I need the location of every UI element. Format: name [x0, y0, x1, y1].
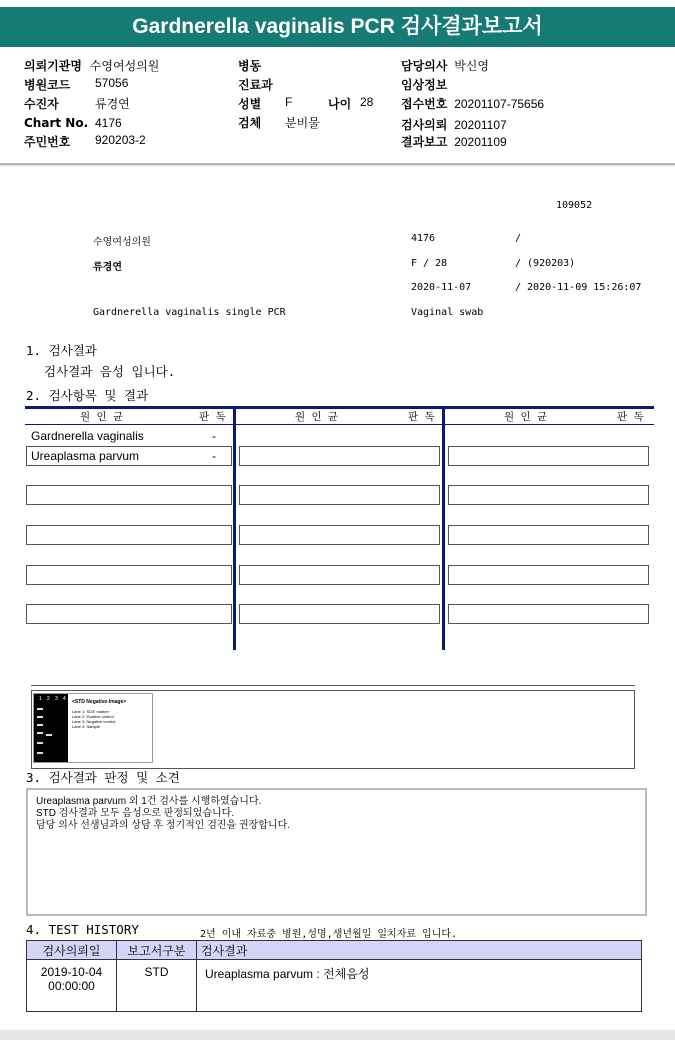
body-specimen: Vaginal swab [411, 307, 484, 318]
body-chart-no: 4176 [411, 233, 436, 244]
empty-result-cell [239, 604, 440, 624]
section3-title: 3. 검사결과 판정 및 소견 [26, 770, 180, 785]
report-date-row [401, 133, 507, 150]
gel-title: <STD Negative-Image> [72, 699, 127, 705]
empty-result-cell [448, 565, 649, 585]
sex-row [238, 95, 374, 112]
history-type: STD [117, 960, 197, 1012]
body-sex-age: F / 28 [411, 258, 448, 269]
pathogen-result: - [212, 429, 216, 443]
gel-legend-item: Lane 4: Sample [72, 724, 101, 729]
age-value: 28 [360, 95, 374, 109]
body-institution: 수영여성의원 [93, 237, 151, 248]
gel-band [37, 752, 43, 754]
empty-result-cell [239, 446, 440, 466]
ward-row [238, 57, 261, 74]
history-note: 2년 이내 자료중 병원,성명,생년월일 일치자료 입니다. [200, 929, 458, 940]
gel-legend [72, 700, 126, 729]
body-collect-date: 2020-11-07 [411, 282, 472, 293]
table-row [27, 960, 642, 1012]
request-date-value: 20201107 [454, 118, 507, 132]
chart-no-label: Chart No. [24, 116, 89, 130]
chart-no-row [24, 116, 122, 130]
empty-result-cell [26, 485, 232, 505]
receipt-no-label: 접수번호 [401, 97, 448, 111]
empty-result-cell [448, 446, 649, 466]
col-pathogen-header: 원 인 균 [504, 411, 548, 423]
gel-legend-item: Lane 2: Positive control [72, 714, 114, 719]
patient-label: 수진자 [24, 97, 59, 111]
gel-band [37, 716, 43, 718]
request-date-label: 검사의뢰 [401, 118, 448, 132]
section4-title: 4. TEST HISTORY [26, 922, 139, 937]
gel-legend-item: Lane 3: Negative control [72, 719, 116, 724]
department-row [238, 76, 273, 93]
gel-lane-number: 2 [47, 696, 50, 702]
doctor-value: 박신영 [454, 59, 489, 73]
page-bottom-strip [0, 1030, 675, 1040]
gel-electrophoresis-image [33, 693, 153, 763]
institution-value: 수영여성의원 [89, 59, 160, 73]
history-date: 2019-10-04 [40, 965, 103, 979]
specimen-label: 검체 [238, 116, 262, 130]
empty-result-cell [448, 525, 649, 545]
hospital-code-label: 병원코드 [24, 78, 71, 92]
body-slash: / [515, 233, 522, 244]
empty-result-cell [239, 565, 440, 585]
gel-legend-item: Lane 1: SIZE marker [72, 709, 109, 714]
body-resident: / (920203) [515, 258, 576, 269]
report-date-value: 20201109 [454, 135, 507, 149]
history-time: 00:00:00 [48, 979, 95, 993]
doctor-label: 담당의사 [401, 59, 448, 73]
gel-band [37, 724, 43, 726]
gel-lane-number: 3 [55, 696, 58, 702]
empty-result-cell [26, 525, 232, 545]
body-report-datetime: / 2020-11-09 15:26:07 [515, 282, 642, 293]
hospital-code-row [24, 76, 129, 93]
resident-no-label: 주민번호 [24, 135, 71, 149]
doctor-row [401, 57, 489, 74]
gel-band [37, 742, 43, 744]
clinical-info-label: 임상정보 [401, 78, 448, 92]
pathogen-result: - [212, 449, 216, 463]
col-judgment-header: 판 독 [199, 411, 226, 423]
empty-result-cell [26, 565, 232, 585]
result-row [26, 426, 232, 446]
history-date-cell [27, 960, 117, 1012]
history-col-result: 검사결과 [197, 941, 642, 960]
history-col-type: 보고서구분 [117, 941, 197, 960]
specimen-value: 분비물 [285, 116, 320, 130]
body-patient: 류경연 [93, 262, 122, 273]
history-table [26, 940, 642, 1012]
opinion-line: Ureaplasma parvum 외 1건 검사를 시행하였습니다. [36, 796, 262, 807]
history-result: Ureaplasma parvum : 전체음성 [197, 960, 642, 1012]
receipt-no-row [401, 95, 544, 112]
opinion-line: 담당 의사 선생님과의 상담 후 정기적인 검진을 권장합니다. [36, 820, 291, 831]
col-judgment-header: 판 독 [408, 411, 435, 423]
hospital-code-value: 57056 [95, 76, 129, 90]
empty-result-cell [448, 604, 649, 624]
empty-result-cell [26, 604, 232, 624]
pathogen-name: Gardnerella vaginalis [31, 429, 144, 443]
sex-label: 성별 [238, 97, 262, 111]
request-date-row [401, 116, 507, 133]
patient-row [24, 95, 130, 112]
chart-no-value: 4176 [95, 116, 122, 130]
empty-result-cell [239, 525, 440, 545]
resident-no-value: 920203-2 [95, 133, 146, 147]
section1-title: 1. 검사결과 [26, 343, 97, 358]
gel-lanes-panel [34, 694, 68, 762]
report-date-label: 결과보고 [401, 135, 448, 149]
gel-divider [31, 685, 635, 686]
patient-value: 류경연 [95, 97, 130, 111]
institution-row [24, 57, 159, 74]
age-label: 나이 [328, 97, 352, 111]
col-pathogen-header: 원 인 균 [295, 411, 339, 423]
sex-value: F [285, 95, 293, 109]
ward-label: 병동 [238, 59, 262, 73]
result-row [26, 446, 232, 466]
report-title: Gardnerella vaginalis PCR 검사결과보고서 [0, 7, 675, 47]
header-divider-shadow [0, 165, 675, 166]
gel-band [37, 732, 43, 734]
receipt-no-value: 20201107-75656 [454, 97, 545, 111]
resident-no-row [24, 133, 146, 150]
body-test-name: Gardnerella vaginalis single PCR [93, 307, 286, 318]
institution-label: 의뢰기관명 [24, 59, 82, 73]
gel-band [46, 734, 52, 736]
empty-result-cell [448, 485, 649, 505]
section2-title: 2. 검사항목 및 결과 [26, 388, 149, 403]
results-table-divider [233, 406, 236, 650]
history-header-row [27, 941, 642, 960]
gel-lane-number: 1 [39, 696, 42, 702]
results-table-divider [442, 406, 445, 650]
section1-result: 검사결과 음성 입니다. [44, 364, 176, 379]
report-code: 109052 [556, 200, 593, 211]
col-pathogen-header: 원 인 균 [80, 411, 124, 423]
department-label: 진료과 [238, 78, 273, 92]
opinion-line: STD 검사결과 모두 음성으로 판정되었습니다. [36, 808, 235, 819]
pathogen-name: Ureaplasma parvum [31, 449, 140, 463]
history-col-date: 검사의뢰일 [27, 941, 117, 960]
clinical-info-row [401, 76, 447, 93]
results-table-header-border [25, 424, 654, 425]
specimen-row [238, 114, 320, 131]
gel-lane-number: 4 [63, 696, 66, 702]
gel-band [37, 708, 43, 710]
opinion-box [26, 788, 647, 916]
empty-result-cell [239, 485, 440, 505]
col-judgment-header: 판 독 [617, 411, 644, 423]
